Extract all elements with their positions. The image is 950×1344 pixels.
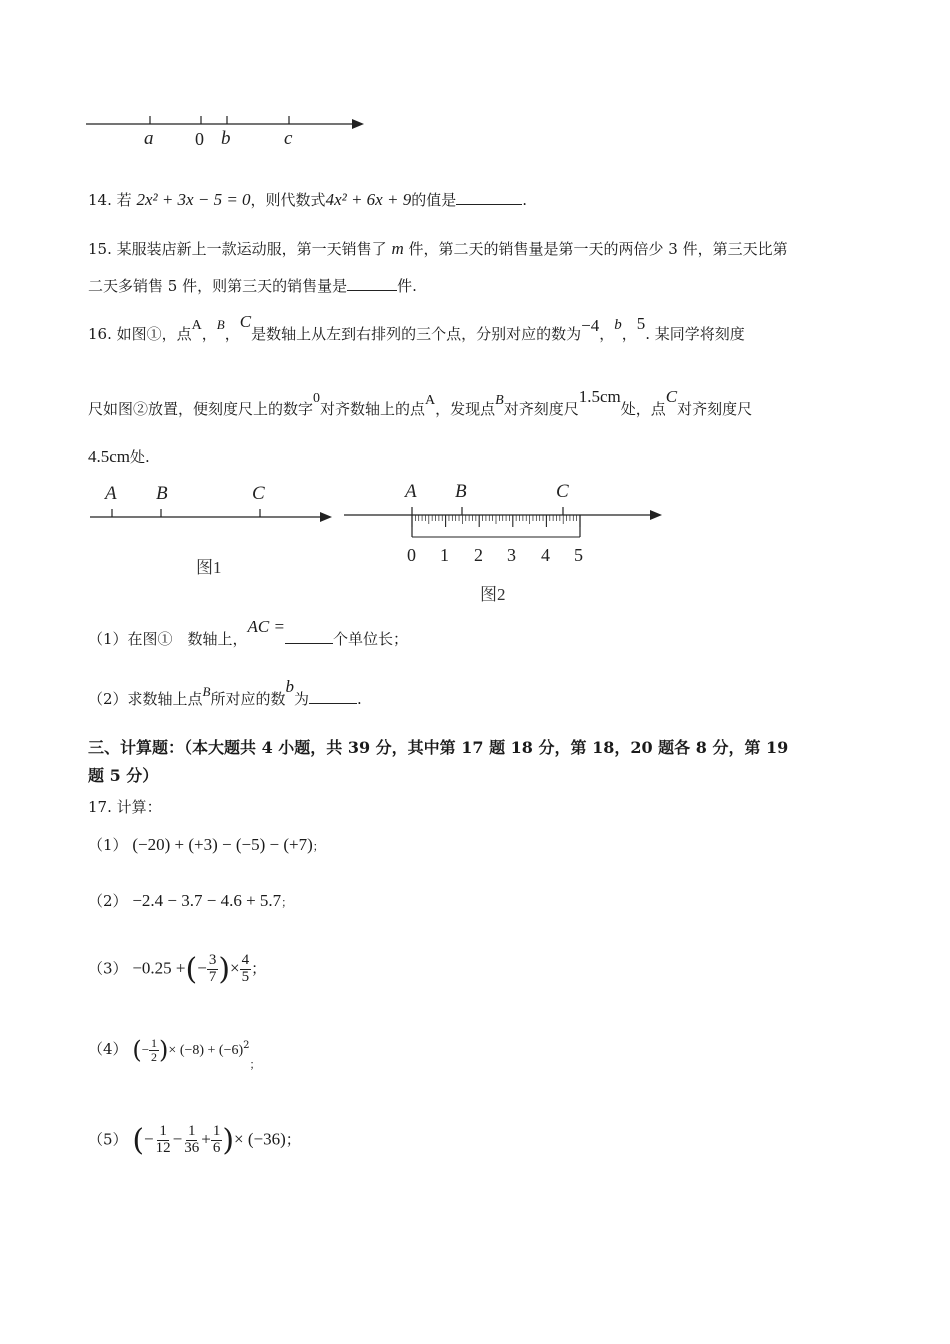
p5-frac2 (182, 1124, 201, 1157)
q14-number: 14. (88, 191, 112, 209)
q16-l2-f: 对齐刻度尺 (677, 400, 753, 418)
q17-part3 (88, 952, 266, 987)
ruler-num-3: 3 (507, 545, 516, 565)
q16-l2-d: 对齐刻度尺 (503, 400, 579, 418)
p3-frac1-den: 7 (208, 969, 217, 985)
q14-text-then: ，则代数式 (250, 191, 326, 209)
p3-frac1-num: 3 (208, 952, 217, 969)
q15-answer-blank[interactable] (347, 289, 397, 291)
section-3-heading-line1: 三、计算题：（本大题共 4 小题，共 39 分，其中第 17 题 18 分，第 18，20 题各 8 分，第 19 (88, 738, 789, 757)
p4-frac (149, 1037, 159, 1063)
p5-rest: × (−36) (234, 1129, 286, 1149)
q14-text-if: 若 (116, 191, 132, 209)
fig2-label-c: C (556, 481, 569, 502)
p5-frac2-den: 36 (184, 1140, 200, 1156)
fig2-label-b: B (455, 481, 467, 502)
q14-period: . (522, 191, 527, 209)
q16-t3: . 某同学将刻度 (645, 325, 745, 343)
sub2-point-b: B (202, 684, 211, 699)
q16-sub1 (88, 617, 409, 649)
p4-label: （4） (88, 1040, 128, 1058)
p5-open-paren: ( (132, 1123, 145, 1158)
q16-value-4-5cm: 4.5cm (88, 447, 131, 466)
p5-label: （5） (88, 1130, 128, 1149)
p4-frac-num: 1 (151, 1035, 158, 1050)
q17-title: 17. 计算： (88, 798, 162, 816)
question-16-line3 (88, 446, 150, 467)
top-axis-arrow (352, 119, 364, 129)
p3-label: （3） (88, 959, 128, 978)
fig2-caption: 图2 (480, 585, 506, 604)
q16-comma1: ， (201, 325, 217, 343)
q15-line1-a: 某服装店新上一款运动服，第一天销售了 (116, 240, 387, 258)
fig2-axis-svg (340, 503, 670, 539)
sub1-expr: AC = (247, 617, 285, 636)
fig1-axis-svg (88, 505, 338, 529)
p5-op1: − (172, 1129, 183, 1149)
q14-expression: 4x² + 6x + 9 (325, 190, 412, 209)
sub2-prefix: （2）求数轴上点 (88, 690, 203, 708)
q15-line2-a: 二天多销售 5 件，则第三天的销售量是 (88, 277, 348, 295)
sub2-answer-blank[interactable] (309, 702, 357, 704)
p5-frac1-den: 12 (155, 1140, 171, 1156)
p5-op2: + (201, 1129, 211, 1149)
question-14 (88, 189, 527, 210)
p5-frac2-num: 1 (187, 1123, 196, 1140)
p3-a: −0.25 + (132, 958, 186, 978)
p4-rest: × (−8) + (−6) (168, 1043, 244, 1058)
p4-minus: − (141, 1042, 150, 1057)
fig1-label-c: C (252, 483, 265, 504)
sub2-suffix: 为 (294, 690, 310, 708)
section-3-heading-line2: 题 5 分） (88, 766, 159, 785)
q16-comma4: ， (621, 325, 637, 343)
p4-exponent: 2 (243, 1040, 250, 1051)
top-label-c: c (284, 128, 293, 149)
ruler-num-1: 1 (440, 545, 449, 565)
top-label-0: 0 (195, 129, 204, 149)
q16-var-b: b (614, 317, 622, 333)
p2-semicolon: ； (281, 896, 293, 909)
sub2-end: . (357, 690, 362, 708)
q16-l3: 处. (130, 448, 150, 466)
q17-part2 (88, 890, 292, 911)
fig1-label-a: A (105, 483, 117, 504)
p5-frac3-num: 1 (212, 1123, 221, 1140)
q14-text-value: 的值是 (411, 191, 457, 209)
question-16-line1 (88, 312, 745, 344)
q16-point-b: B (216, 317, 225, 332)
q15-line2-b: 件. (397, 277, 417, 295)
ruler-num-0: 0 (407, 545, 416, 565)
p3-semicolon: ； (251, 959, 267, 978)
q16-l2-b: 对齐数轴上的点 (320, 400, 426, 418)
q15-number: 15. (88, 240, 112, 258)
ruler-num-4: 4 (541, 545, 550, 565)
q16-l2-c: ，发现点 (435, 400, 496, 418)
q16-point-a: A (191, 318, 202, 333)
q14-equation: 2x² + 3x − 5 = 0 (136, 190, 251, 209)
p4-semicolon: ； (249, 1058, 261, 1071)
top-label-a: a (144, 128, 154, 149)
p3-minus: − (197, 958, 207, 978)
q16-point-a2: A (425, 393, 436, 408)
p4-frac-den: 2 (151, 1049, 158, 1064)
p3-frac2-num: 4 (241, 952, 250, 969)
p2-label: （2） (88, 892, 128, 910)
ruler-num-2: 2 (474, 545, 483, 565)
p3-frac2-den: 5 (241, 969, 250, 985)
q16-num-neg4: −4 (581, 316, 600, 335)
q16-t2: 是数轴上从左到右排列的三个点，分别对应的数为 (251, 325, 582, 343)
q14-answer-blank[interactable] (456, 203, 522, 205)
sub2-var-b: b (285, 677, 295, 696)
fig1-axis-arrow (320, 512, 332, 522)
q16-num-5: 5 (636, 314, 646, 333)
p2-expr: −2.4 − 3.7 − 4.6 + 5.7 (132, 891, 282, 910)
fig1-caption: 图1 (196, 558, 222, 577)
q17-part4 (88, 1035, 261, 1071)
question-15-line1 (88, 238, 788, 259)
q16-zero: 0 (313, 391, 321, 406)
sub1-suffix: 个单位长； (333, 630, 409, 648)
sub1-answer-blank[interactable] (285, 642, 333, 644)
p3-times: × (230, 958, 240, 978)
sub2-mid: 所对应的数 (210, 690, 286, 708)
q16-l2-a: 尺如图②放置，便刻度尺上的数字 (88, 400, 314, 418)
p3-frac1 (207, 953, 219, 986)
q16-point-b2: B (495, 393, 504, 408)
p5-minus: − (144, 1129, 154, 1149)
p3-open-paren: ( (185, 952, 198, 987)
q16-sub2 (88, 677, 362, 709)
q16-point-c2: C (665, 387, 678, 406)
q16-comma2: ， (224, 325, 240, 343)
q16-point-c: C (239, 312, 252, 331)
ruler-num-5: 5 (574, 545, 583, 565)
p1-expr: (−20) + (+3) − (−5) − (+7) (132, 835, 313, 854)
question-16-line2 (88, 387, 753, 419)
p5-frac3 (211, 1124, 223, 1157)
fig1-label-b: B (156, 483, 168, 504)
q16-comma3: ， (599, 325, 615, 343)
q16-t1: 如图①，点 (116, 325, 192, 343)
q15-line1-b: 件，第二天的销售量是第一天的两倍少 3 件，第三天比第 (408, 240, 788, 258)
sub1-prefix: （1）在图① 数轴上， (88, 630, 248, 648)
p5-frac1-num: 1 (159, 1123, 167, 1140)
q15-var-m: m (391, 239, 404, 258)
p5-frac3-den: 6 (212, 1140, 221, 1156)
q16-number: 16. (88, 325, 112, 343)
q17-part1 (88, 834, 324, 855)
q16-l2-e: 处，点 (620, 400, 666, 418)
ruler-ticks (412, 515, 580, 527)
p1-semicolon: ； (312, 840, 324, 853)
top-label-b: b (221, 128, 231, 149)
p4-open-paren: ( (132, 1036, 142, 1064)
q17-part5 (88, 1123, 301, 1158)
q16-value-1-5cm: 1.5cm (578, 387, 621, 406)
p4-close-paren: ) (159, 1036, 169, 1064)
fig2-label-a: A (405, 481, 417, 502)
p3-close-paren: ) (218, 952, 231, 987)
p3-frac2 (240, 953, 252, 986)
fig2-axis-arrow (650, 510, 662, 520)
p5-frac1 (154, 1124, 173, 1157)
p5-semicolon: ； (285, 1130, 301, 1149)
p5-close-paren: ) (222, 1123, 235, 1158)
question-15-line2 (88, 275, 417, 296)
p1-label: （1） (88, 836, 128, 854)
